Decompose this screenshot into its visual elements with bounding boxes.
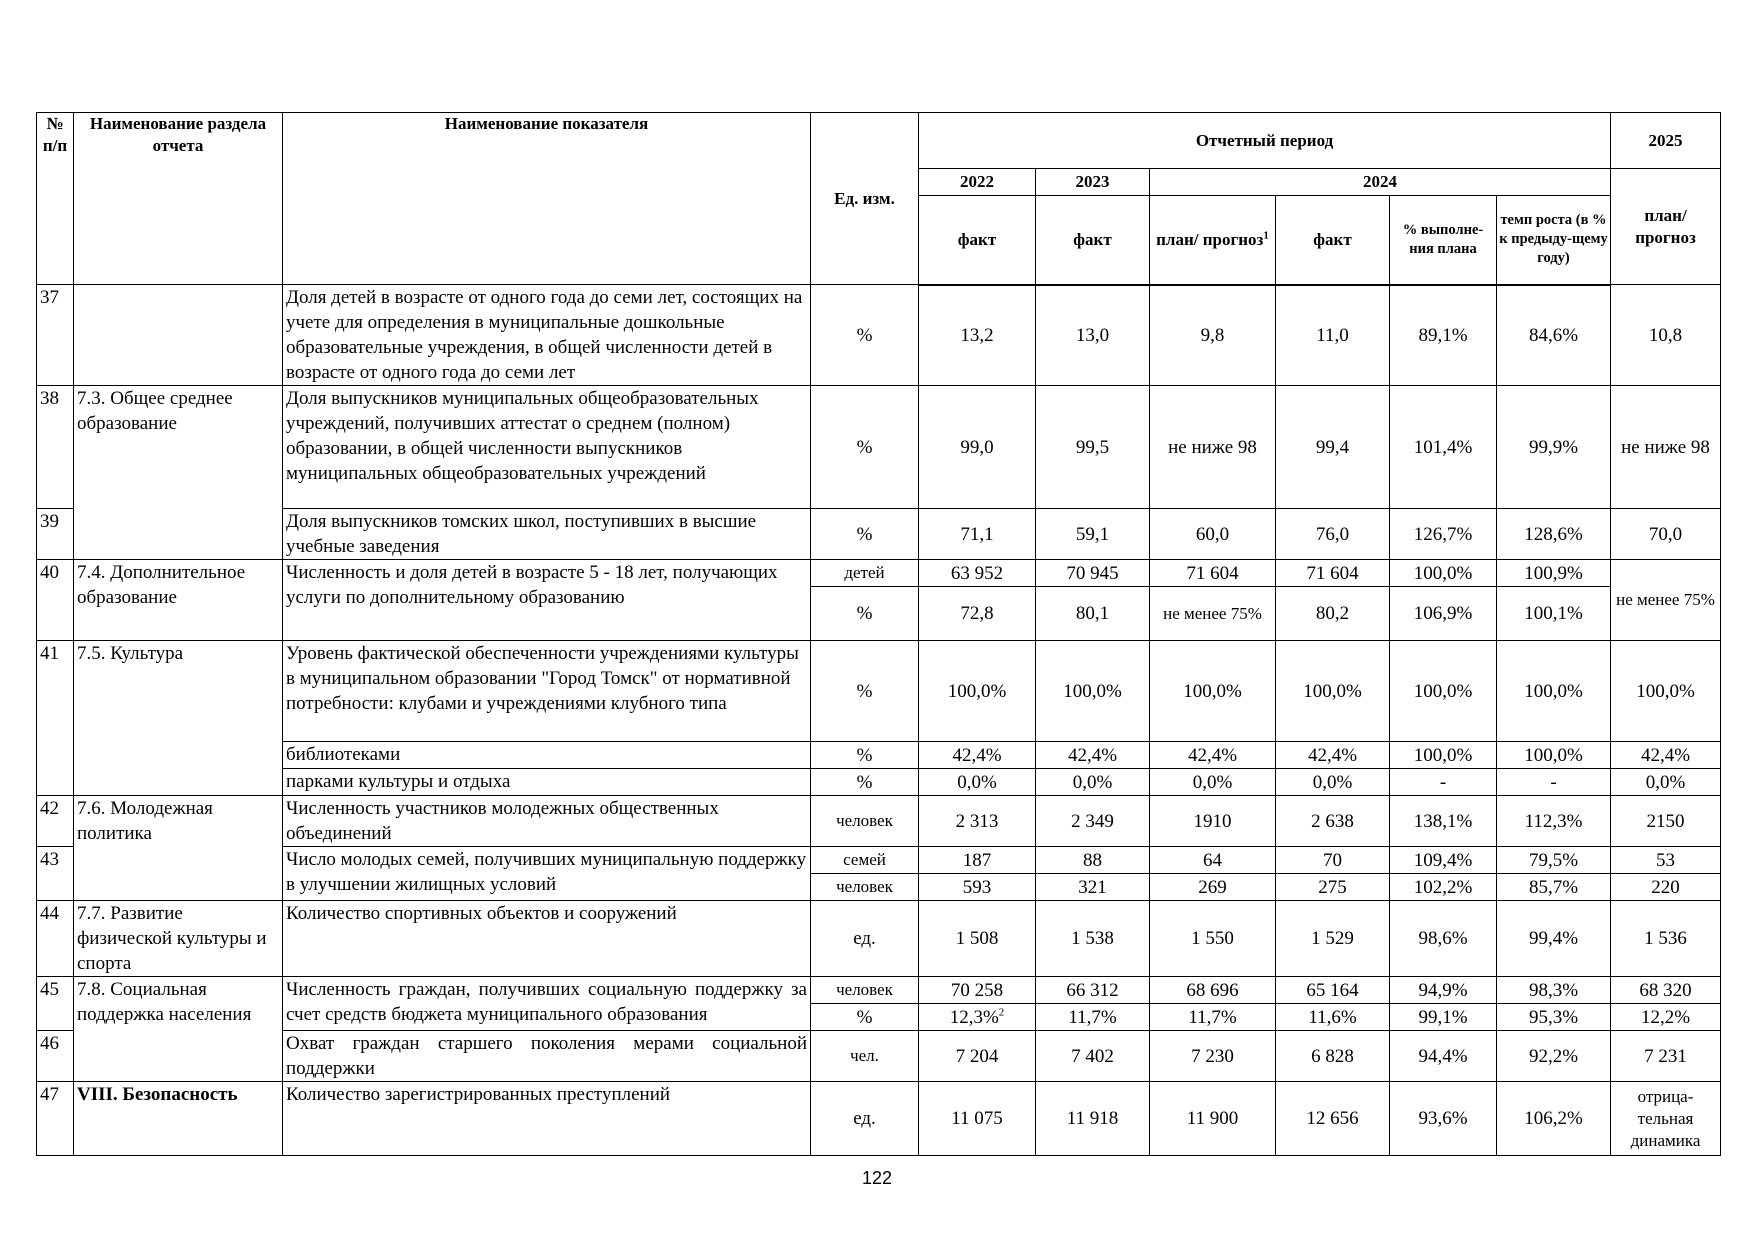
row-fact-2022: 12,3%$^2$	[919, 1004, 1036, 1031]
row-plan-2024: 269	[1150, 874, 1276, 901]
row-unit: %	[811, 641, 919, 742]
row-growth: 99,4%	[1497, 901, 1611, 977]
row-indicator: Численность и доля детей в возрасте 5 - 18 лет, получающих услуги по дополнительному образованию	[283, 560, 811, 641]
table-row	[37, 1082, 1721, 1156]
row-num: 40	[37, 560, 74, 641]
row-pct-plan: 101,4%	[1390, 386, 1497, 509]
header-num: № п/п	[37, 113, 74, 285]
row-pct-plan: 100,0%	[1390, 641, 1497, 742]
row-indicator: Доля детей в возрасте от одного года до семи лет, состоящих на учете для определения в муниципальные дошкольные образовательные учреждения, в общей численности детей в возрасте от одного года до семи лет	[283, 285, 811, 386]
row-num: 43	[37, 847, 74, 901]
row-pct-plan: 93,6%	[1390, 1082, 1497, 1156]
indicators-table	[36, 112, 1721, 1156]
row-growth: 79,5%	[1497, 847, 1611, 874]
header-section: Наименование раздела отчета	[74, 113, 283, 285]
row-growth: 128,6%	[1497, 509, 1611, 560]
row-plan-2024: 60,0	[1150, 509, 1276, 560]
row-fact-2023: 11,7%	[1036, 1004, 1150, 1031]
row-fact-2023: 59,1	[1036, 509, 1150, 560]
row-plan-2025: 2150	[1611, 796, 1721, 847]
header-fact-2023: факт	[1036, 196, 1150, 285]
row-section: 7.6. Молодежная политика	[74, 796, 283, 901]
row-fact-2023: 42,4%	[1036, 742, 1150, 769]
row-indicator: Количество зарегистрированных преступлений	[283, 1082, 811, 1156]
row-num: 39	[37, 509, 74, 560]
row-num: 47	[37, 1082, 74, 1156]
header-indicator: Наименование показателя	[283, 113, 811, 285]
page-number: 122	[861, 1168, 893, 1188]
row-pct-plan: 100,0%	[1390, 742, 1497, 769]
row-unit: %	[811, 1004, 919, 1031]
row-unit: %	[811, 386, 919, 509]
header-year-2022: 2022	[919, 169, 1036, 196]
table-row	[37, 386, 1721, 509]
table-row	[37, 641, 1721, 742]
header-fact-2024: факт	[1276, 196, 1390, 285]
row-fact-2024: 11,0	[1276, 285, 1390, 386]
row-pct-plan: 100,0%	[1390, 560, 1497, 587]
row-section: 7.3. Общее среднее образование	[74, 386, 283, 560]
row-plan-2024: 42,4%	[1150, 742, 1276, 769]
row-pct-plan: 109,4%	[1390, 847, 1497, 874]
row-fact-2024: 65 164	[1276, 977, 1390, 1004]
row-fact-2024: 70	[1276, 847, 1390, 874]
row-section: VIII. Безопасность	[74, 1082, 283, 1156]
row-fact-2024: 11,6%	[1276, 1004, 1390, 1031]
row-growth: 100,0%	[1497, 742, 1611, 769]
row-growth: 84,6%	[1497, 285, 1611, 386]
row-indicator: Количество спортивных объектов и сооружений	[283, 901, 811, 977]
row-pct-plan: 94,9%	[1390, 977, 1497, 1004]
row-unit: ед.	[811, 901, 919, 977]
row-fact-2024: 2 638	[1276, 796, 1390, 847]
row-fact-2022: 13,2	[919, 285, 1036, 386]
row-fact-2023: 66 312	[1036, 977, 1150, 1004]
row-pct-plan: 89,1%	[1390, 285, 1497, 386]
row-fact-2024: 42,4%	[1276, 742, 1390, 769]
row-plan-2024: 7 230	[1150, 1031, 1276, 1082]
row-fact-2023: 80,1	[1036, 587, 1150, 641]
row-fact-2024: 275	[1276, 874, 1390, 901]
row-plan-2025: 220	[1611, 874, 1721, 901]
row-fact-2023: 321	[1036, 874, 1150, 901]
table-row	[37, 796, 1721, 847]
row-unit: %	[811, 769, 919, 796]
row-fact-2022: 71,1	[919, 509, 1036, 560]
row-num: 45	[37, 977, 74, 1031]
row-pct-plan: 106,9%	[1390, 587, 1497, 641]
row-indicator: Уровень фактической обеспеченности учреждениями культуры в муниципальном образовании "Город Томск" от нормативной потребности: клубами и учреждениями клубного типа	[283, 641, 811, 742]
row-unit: человек	[811, 874, 919, 901]
row-unit: %	[811, 285, 919, 386]
row-num: 44	[37, 901, 74, 977]
row-plan-2025: 53	[1611, 847, 1721, 874]
table-row	[37, 769, 1721, 796]
row-num: 38	[37, 386, 74, 509]
row-plan-2024: 9,8	[1150, 285, 1276, 386]
row-fact-2024: 1 529	[1276, 901, 1390, 977]
header-period: Отчетный период	[919, 113, 1611, 169]
row-growth: 100,0%	[1497, 641, 1611, 742]
table-row	[37, 742, 1721, 769]
row-fact-2023: 11 918	[1036, 1082, 1150, 1156]
row-fact-2024: 6 828	[1276, 1031, 1390, 1082]
row-pct-plan: 99,1%	[1390, 1004, 1497, 1031]
row-indicator: Численность граждан, получивших социальную поддержку за счет средств бюджета муниципального образования	[283, 977, 811, 1031]
row-section: 7.7. Развитие физической культуры и спорта	[74, 901, 283, 977]
row-pct-plan: 138,1%	[1390, 796, 1497, 847]
header-year-2025: 2025	[1611, 113, 1721, 169]
header-plan-2025: план/ прогноз	[1611, 169, 1721, 285]
row-section: 7.5. Культура	[74, 641, 283, 796]
row-growth: 112,3%	[1497, 796, 1611, 847]
header-unit: Ед. изм.	[811, 113, 919, 285]
row-plan-2024: 11 900	[1150, 1082, 1276, 1156]
row-pct-plan: 102,2%	[1390, 874, 1497, 901]
row-fact-2022: 63 952	[919, 560, 1036, 587]
row-unit: детей	[811, 560, 919, 587]
row-plan-2025: 0,0%	[1611, 769, 1721, 796]
row-fact-2022: 187	[919, 847, 1036, 874]
row-fact-2022: 7 204	[919, 1031, 1036, 1082]
row-indicator: библиотеками	[283, 742, 811, 769]
row-growth: 98,3%	[1497, 977, 1611, 1004]
table-row	[37, 901, 1721, 977]
row-growth: 106,2%	[1497, 1082, 1611, 1156]
row-plan-2025: 10,8	[1611, 285, 1721, 386]
row-unit: семей	[811, 847, 919, 874]
row-plan-2025: 70,0	[1611, 509, 1721, 560]
header-pct-plan: % выполне-ния плана	[1390, 196, 1497, 285]
table-row	[37, 560, 1721, 587]
row-plan-2024: не менее 75%	[1150, 587, 1276, 641]
row-num: 42	[37, 796, 74, 847]
row-num: 46	[37, 1031, 74, 1082]
row-plan-2025: 68 320	[1611, 977, 1721, 1004]
row-plan-2024: 71 604	[1150, 560, 1276, 587]
row-plan-2024: 100,0%	[1150, 641, 1276, 742]
row-growth: 100,9%	[1497, 560, 1611, 587]
row-fact-2023: 100,0%	[1036, 641, 1150, 742]
row-plan-2024: 1910	[1150, 796, 1276, 847]
row-unit: %	[811, 587, 919, 641]
row-fact-2024: 99,4	[1276, 386, 1390, 509]
row-fact-2022: 42,4%	[919, 742, 1036, 769]
row-indicator: Численность участников молодежных общественных объединений	[283, 796, 811, 847]
row-plan-2025: 1 536	[1611, 901, 1721, 977]
row-fact-2022: 72,8	[919, 587, 1036, 641]
row-fact-2022: 0,0%	[919, 769, 1036, 796]
row-fact-2023: 7 402	[1036, 1031, 1150, 1082]
row-pct-plan: 94,4%	[1390, 1031, 1497, 1082]
row-plan-2025: отрица-тельная динамика	[1611, 1082, 1721, 1156]
row-indicator: Доля выпускников муниципальных общеобразовательных учреждений, получивших аттестат о среднем (полном) образовании, в общей численности выпускников муниципальных общеобразовательных учреждений	[283, 386, 811, 509]
row-growth: 99,9%	[1497, 386, 1611, 509]
header-fact-2022: факт	[919, 196, 1036, 285]
row-unit: человек	[811, 977, 919, 1004]
row-fact-2022: 70 258	[919, 977, 1036, 1004]
row-plan-2025: 7 231	[1611, 1031, 1721, 1082]
row-unit: чел.	[811, 1031, 919, 1082]
row-plan-2024: 11,7%	[1150, 1004, 1276, 1031]
row-plan-2025: не ниже 98	[1611, 386, 1721, 509]
row-indicator: Доля выпускников томских школ, поступивших в высшие учебные заведения	[283, 509, 811, 560]
row-growth: 92,2%	[1497, 1031, 1611, 1082]
row-fact-2022: 593	[919, 874, 1036, 901]
row-plan-2024: 0,0%	[1150, 769, 1276, 796]
row-fact-2024: 0,0%	[1276, 769, 1390, 796]
report-table-container	[36, 112, 1720, 1156]
row-fact-2023: 70 945	[1036, 560, 1150, 587]
header-growth: темп роста (в % к предыду-щему году)	[1497, 196, 1611, 285]
table-row	[37, 977, 1721, 1004]
row-fact-2023: 99,5	[1036, 386, 1150, 509]
row-fact-2024: 80,2	[1276, 587, 1390, 641]
row-fact-2023: 88	[1036, 847, 1150, 874]
header-plan-2024: план/ прогноз$^1$	[1150, 196, 1276, 285]
row-fact-2022: 100,0%	[919, 641, 1036, 742]
row-plan-2024: 64	[1150, 847, 1276, 874]
row-fact-2024: 71 604	[1276, 560, 1390, 587]
table-row	[37, 1031, 1721, 1082]
table-row	[37, 847, 1721, 874]
table-row	[37, 285, 1721, 386]
row-unit: %	[811, 509, 919, 560]
row-fact-2022: 99,0	[919, 386, 1036, 509]
row-growth: -	[1497, 769, 1611, 796]
header-year-2024: 2024	[1150, 169, 1611, 196]
row-plan-2025: не менее 75%	[1611, 560, 1721, 641]
row-indicator: парками культуры и отдыха	[283, 769, 811, 796]
row-fact-2023: 0,0%	[1036, 769, 1150, 796]
row-growth: 100,1%	[1497, 587, 1611, 641]
row-section	[74, 285, 283, 386]
row-indicator: Охват граждан старшего поколения мерами социальной поддержки	[283, 1031, 811, 1082]
table-row	[37, 509, 1721, 560]
row-unit: %	[811, 742, 919, 769]
row-plan-2025: 100,0%	[1611, 641, 1721, 742]
row-plan-2024: 68 696	[1150, 977, 1276, 1004]
row-unit: ед.	[811, 1082, 919, 1156]
row-plan-2024: не ниже 98	[1150, 386, 1276, 509]
row-section: 7.8. Социальная поддержка населения	[74, 977, 283, 1082]
row-fact-2024: 12 656	[1276, 1082, 1390, 1156]
row-pct-plan: -	[1390, 769, 1497, 796]
row-fact-2023: 2 349	[1036, 796, 1150, 847]
row-fact-2024: 100,0%	[1276, 641, 1390, 742]
row-plan-2024: 1 550	[1150, 901, 1276, 977]
row-indicator: Число молодых семей, получивших муниципальную поддержку в улучшении жилищных условий	[283, 847, 811, 901]
row-section: 7.4. Дополнительное образование	[74, 560, 283, 641]
row-fact-2022: 11 075	[919, 1082, 1036, 1156]
row-growth: 95,3%	[1497, 1004, 1611, 1031]
row-pct-plan: 98,6%	[1390, 901, 1497, 977]
row-plan-2025: 42,4%	[1611, 742, 1721, 769]
row-pct-plan: 126,7%	[1390, 509, 1497, 560]
row-num: 37	[37, 285, 74, 386]
row-fact-2023: 13,0	[1036, 285, 1150, 386]
row-fact-2024: 76,0	[1276, 509, 1390, 560]
row-num: 41	[37, 641, 74, 796]
row-fact-2022: 2 313	[919, 796, 1036, 847]
row-fact-2022: 1 508	[919, 901, 1036, 977]
row-plan-2025: 12,2%	[1611, 1004, 1721, 1031]
row-fact-2023: 1 538	[1036, 901, 1150, 977]
row-unit: человек	[811, 796, 919, 847]
row-growth: 85,7%	[1497, 874, 1611, 901]
header-year-2023: 2023	[1036, 169, 1150, 196]
